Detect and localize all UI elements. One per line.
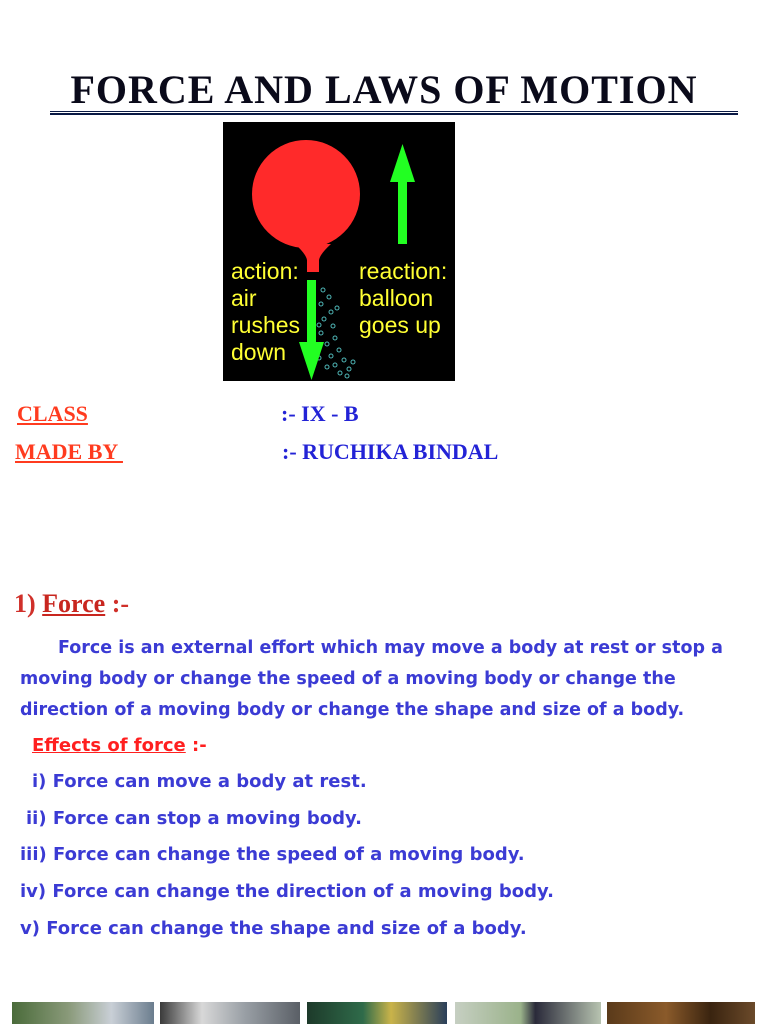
photo-3: [307, 1002, 447, 1024]
reaction-label: reaction: balloon goes up: [359, 258, 448, 338]
arrow-down-icon: [299, 280, 324, 380]
balloon-neck: [295, 244, 331, 272]
section-suffix: :-: [105, 589, 130, 618]
section-title: Force: [42, 589, 106, 618]
page-title: FORCE AND LAWS OF MOTION: [70, 67, 698, 112]
arrow-up-icon: [390, 144, 415, 244]
effect-item: i) Force can move a body at rest.: [32, 771, 367, 792]
title-underline: [50, 111, 738, 115]
photo-strip: [0, 1002, 768, 1024]
photo-4: [455, 1002, 601, 1024]
made-by-label: MADE BY: [15, 439, 123, 464]
section-heading: [14, 588, 129, 620]
effects-title: Effects of force: [32, 735, 186, 756]
effect-item: ii) Force can stop a moving body.: [26, 808, 362, 829]
effects-heading: [32, 733, 207, 759]
air-bubbles: [317, 288, 355, 378]
balloon-shape: [252, 140, 360, 248]
made-by-value: :- RUCHIKA BINDAL: [282, 439, 499, 464]
effects-suffix: :-: [185, 735, 207, 756]
class-label: CLASS: [17, 401, 88, 426]
class-value: :- IX - B: [281, 401, 359, 426]
section-number: 1): [14, 589, 43, 618]
photo-5: [607, 1002, 755, 1024]
photo-2: [160, 1002, 300, 1024]
effect-item: iii) Force can change the speed of a moving body.: [20, 844, 525, 865]
action-label: action: air rushes down: [231, 258, 301, 365]
effect-item: v) Force can change the shape and size of a body.: [20, 918, 527, 939]
photo-1: [12, 1002, 154, 1024]
force-definition-text: Force is an external effort which may move a body at rest or stop a moving body or change the speed of a moving body or change the direction of a moving body or change the shape and size of a body.: [20, 638, 723, 720]
balloon-diagram: [223, 122, 455, 381]
force-definition: [20, 633, 755, 726]
effect-item: iv) Force can change the direction of a moving body.: [20, 881, 554, 902]
